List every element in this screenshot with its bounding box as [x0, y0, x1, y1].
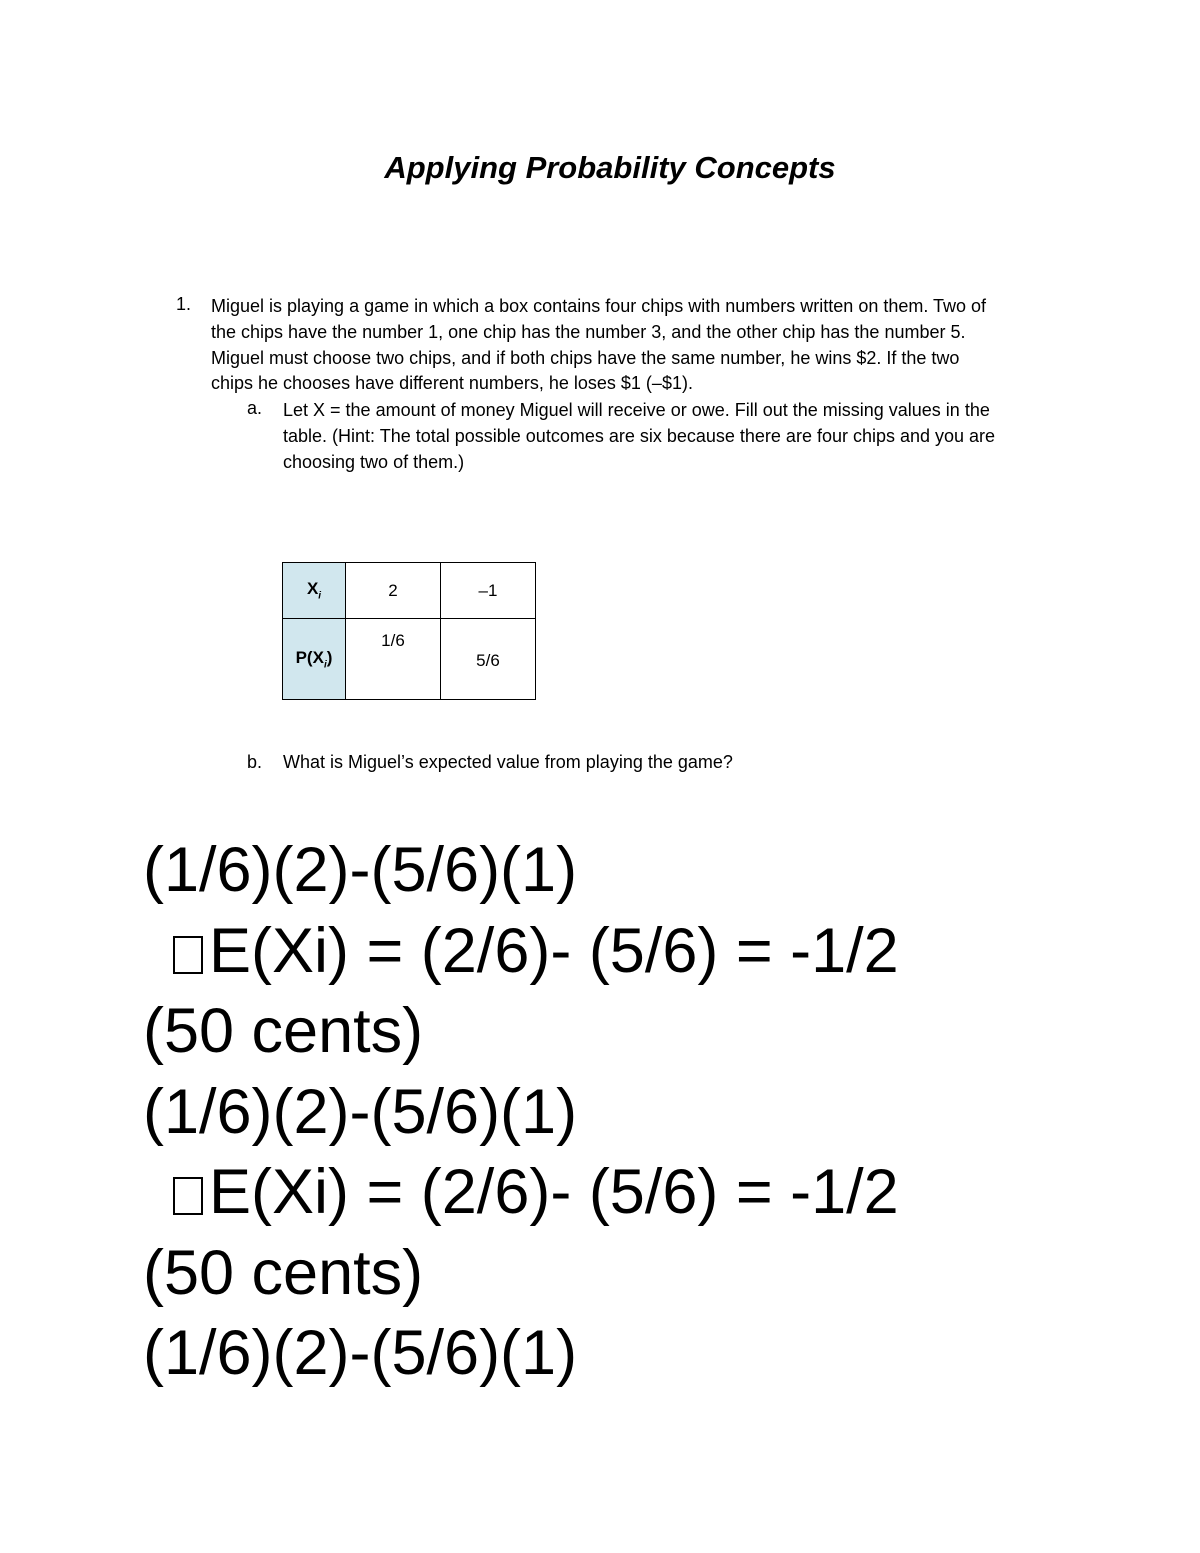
question-text	[211, 294, 1071, 397]
probability-table	[282, 562, 536, 700]
answer-line: (50 cents)	[143, 996, 424, 1066]
part-a-line: table. (Hint: The total possible outcomes are six because there are four chips and you are	[283, 425, 996, 446]
p-header-subscript: i	[323, 659, 327, 671]
p-value: 5/6	[476, 651, 500, 670]
page-title: Applying Probability Concepts	[384, 150, 836, 185]
question-number: 1.	[176, 294, 192, 314]
answer-line: (1/6)(2)-(5/6)(1)	[143, 1318, 578, 1388]
part-b-text: What is Miguel’s expected value from playing the game?	[283, 752, 733, 772]
question-line: Miguel is playing a game in which a box contains four chips with numbers written on them. Two of	[211, 296, 987, 316]
handwritten-answer	[143, 830, 899, 1394]
table-row	[283, 563, 536, 619]
p-value-cell	[346, 619, 441, 700]
p-value-cell	[441, 619, 536, 700]
missing-glyph-box-icon	[173, 1177, 203, 1215]
answer-line-text: E(Xi) = (2/6)- (5/6) = -1/2	[209, 1157, 899, 1227]
missing-glyph-box-icon	[173, 936, 203, 974]
answer-line-text: E(Xi) = (2/6)- (5/6) = -1/2	[209, 915, 899, 986]
question-line: chips he chooses have different numbers, he loses $1 (–$1).	[211, 373, 693, 394]
p-header-post: )	[326, 647, 333, 667]
table-row	[283, 619, 536, 700]
part-a-line: choosing two of them.)	[283, 451, 465, 472]
question-line: Miguel must choose two chips, and if both chips have the same number, he wins $2. If the two	[211, 347, 960, 368]
x-header-cell	[283, 563, 346, 619]
p-header-cell	[283, 619, 346, 700]
answer-line: (50 cents)	[143, 1237, 424, 1308]
part-a-marker: a.	[247, 398, 263, 418]
p-value: 1/6	[381, 631, 405, 650]
p-header-pre: P(X	[295, 647, 324, 667]
x-value-cell: 2	[346, 563, 441, 619]
answer-line: (1/6)(2)-(5/6)(1)	[143, 835, 578, 905]
answer-line	[143, 911, 899, 992]
answer-line	[143, 1152, 899, 1233]
answer-line: (1/6)(2)-(5/6)(1)	[143, 1076, 578, 1147]
x-header: X	[306, 579, 319, 599]
x-header-subscript: i	[318, 590, 322, 602]
part-b-marker: b.	[247, 752, 263, 772]
x-value-cell: –1	[441, 563, 536, 619]
part-a-text	[283, 398, 1083, 475]
part-a-line: Let X = the amount of money Miguel will receive or owe. Fill out the missing values in the	[283, 400, 990, 420]
question-line: the chips have the number 1, one chip has the number 3, and the other chip has the number 5.	[211, 321, 966, 342]
